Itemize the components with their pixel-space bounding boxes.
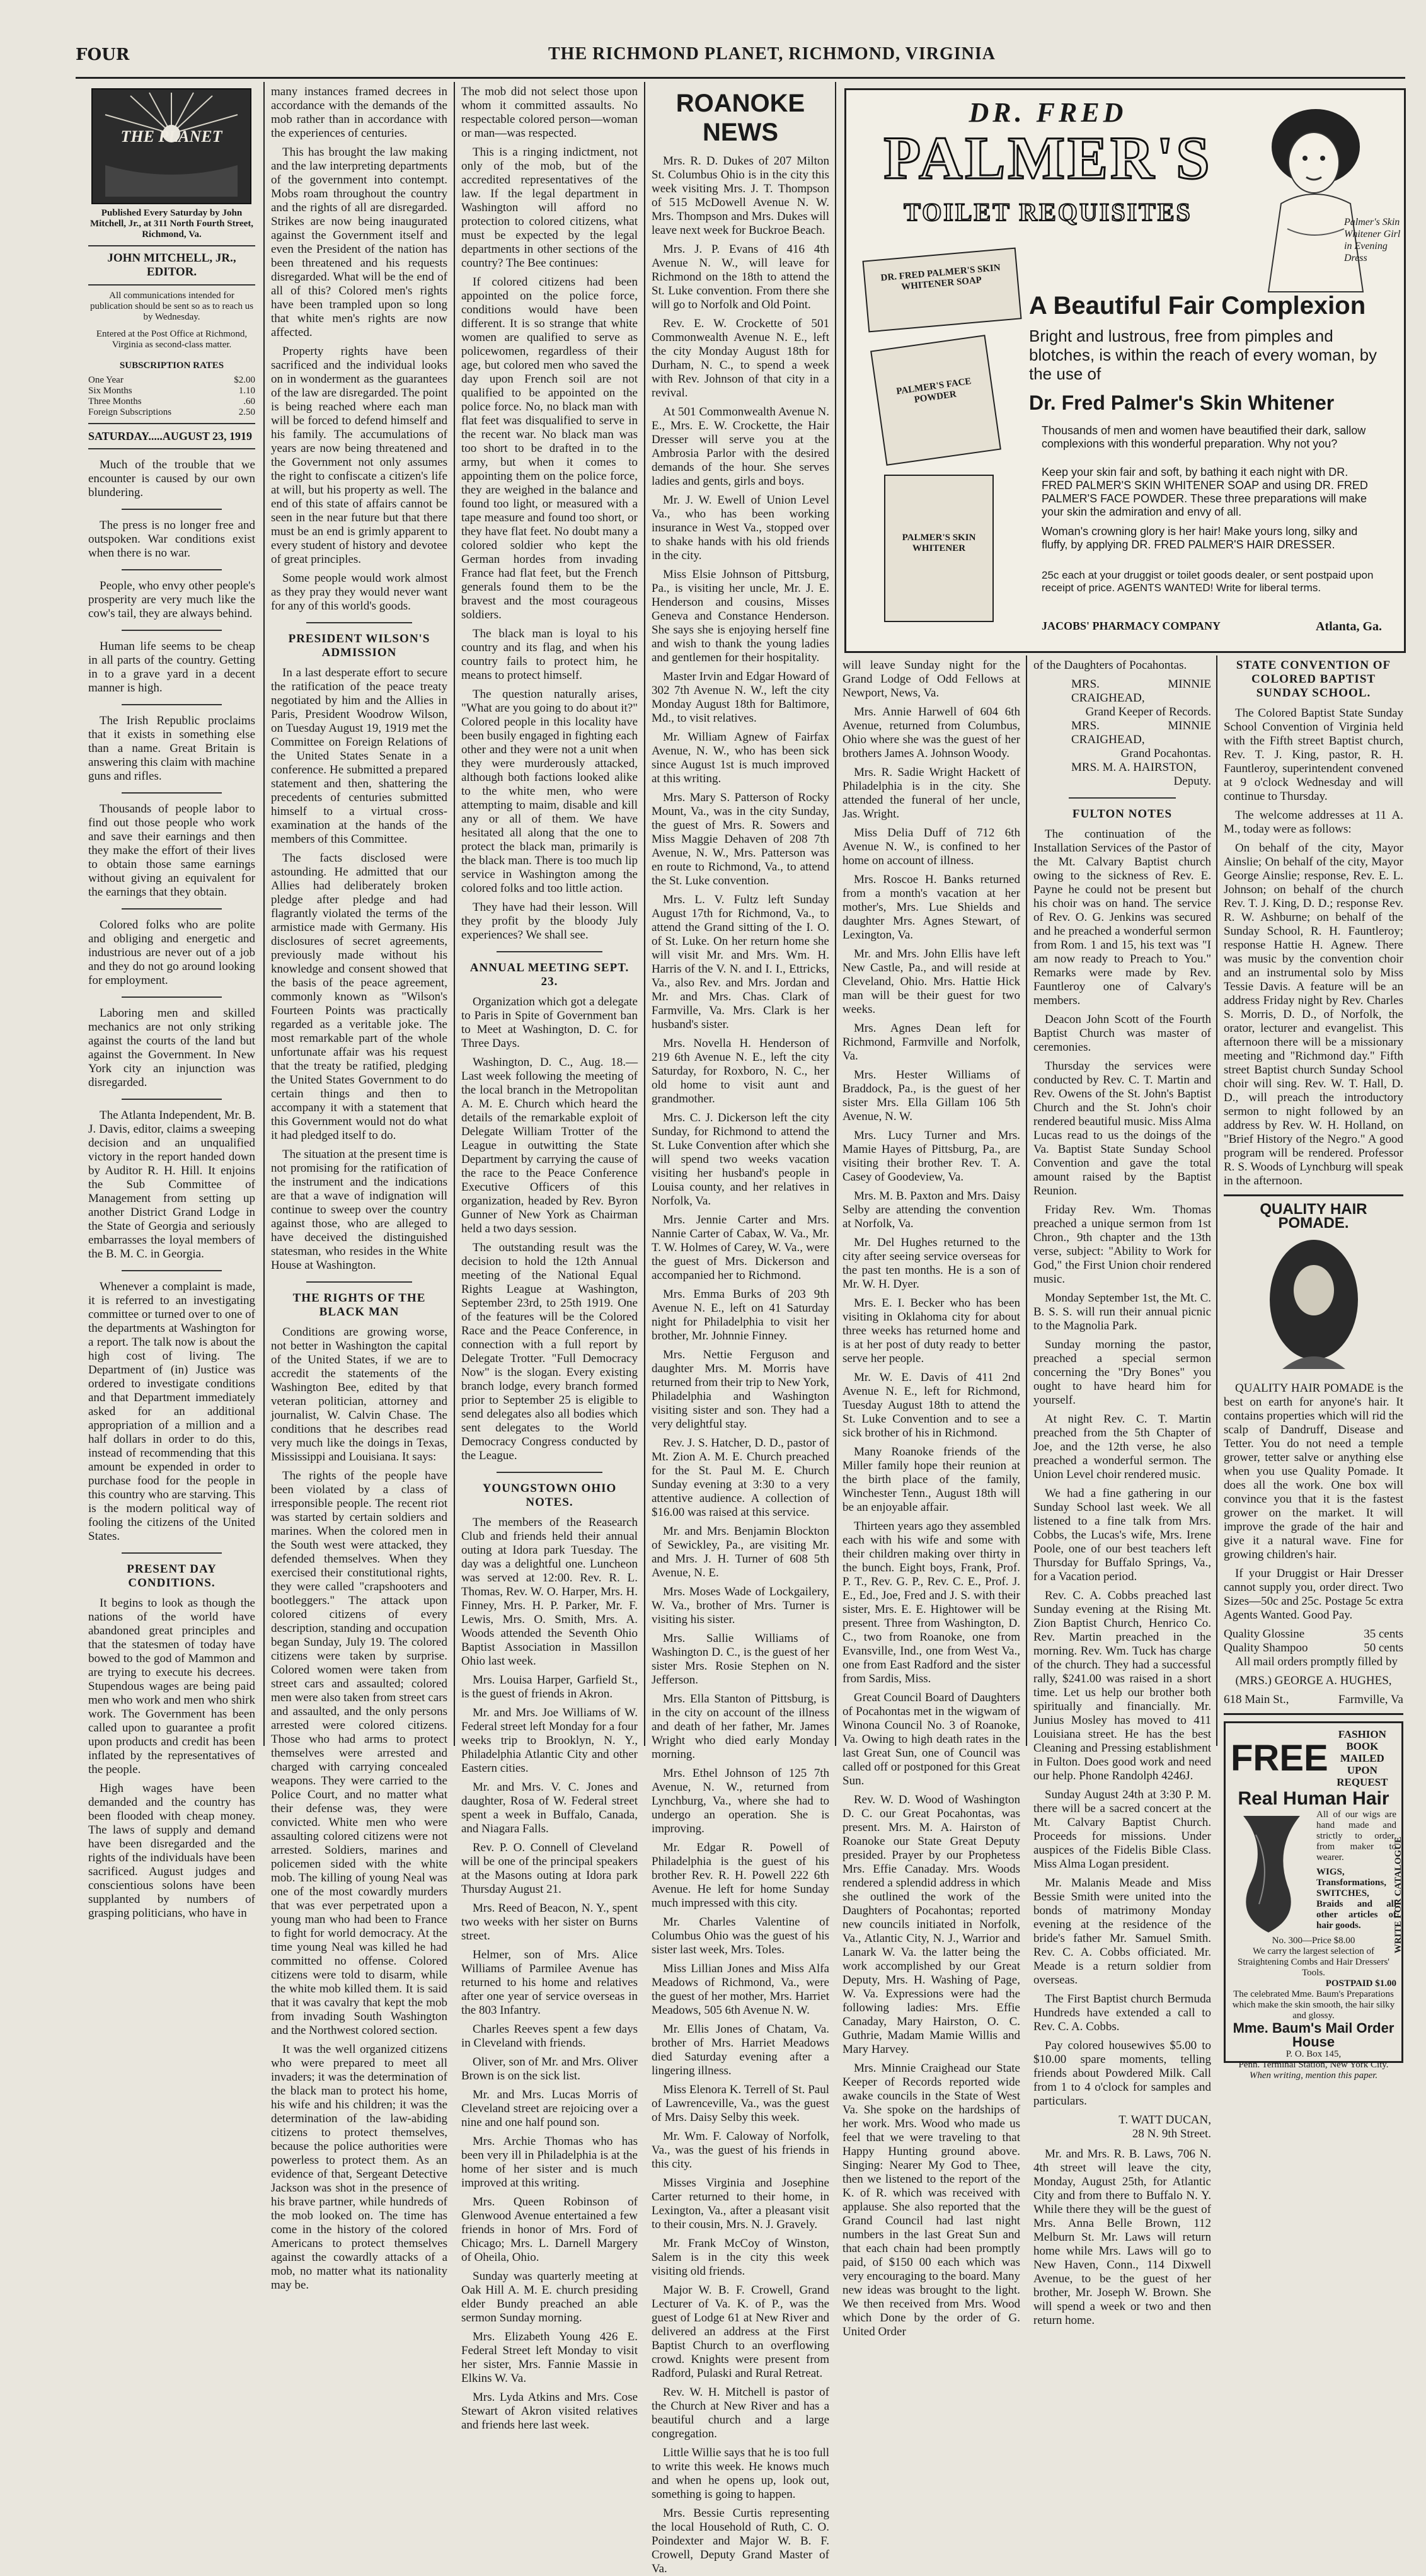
news-item: Major W. B. F. Crowell, Grand Lecturer of Va. K. of P., was the guest of Lodge 61 at New River and delivered an address at the First Baptist Church to an overflowing crowd. Knights were present from Radford, Pulaski and Rural Retreat.: [652, 2284, 829, 2380]
news-item: Mrs. Mary S. Patterson of Rocky Mount, Va., was in the city Sunday, the guest of Mrs. R. Sowers and Miss Maggie Dehaven of 208 7th Avenue, N. W., Mrs. Patterson was en route to Richmond, Va., to attend the St. Luke convention.: [652, 791, 829, 887]
header-rule: [76, 77, 1405, 79]
editorial-paragraph: The press is no longer free and outspoken. War conditions exist when there is no war.: [88, 519, 255, 560]
free-line: FASHION BOOK: [1338, 1728, 1386, 1752]
signer-name: MRS. MINNIE CRAIGHEAD,: [1071, 678, 1211, 705]
palmer-headline: A Beautiful Fair Complexion: [1029, 292, 1366, 320]
news-item: Thirteen years ago they assembled each with his wife and some with their children making over thirty in the bunch. Eight boys, Frank, Prof. P. T., Rev. G. P., Rev. C. E., Prof. J. E., Ed., Joe, Fred and J. S. with their sister, Mrs. E. E. Hightower will be present. Three from Washington, D. C., two from Roanoke, one from Evansville, Ind., one from West Va., one from East Radford and the sister from Sardis, Miss.: [842, 1520, 1020, 1685]
article-paragraph: Mrs. Elizabeth Young 426 E. Federal Street left Monday to visit her sister, Mrs. Fannie Massie in Elkins W. Va.: [461, 2330, 638, 2385]
pomade-advertisement: [1224, 1203, 1403, 1707]
section-title: YOUNGSTOWN OHIO NOTES.: [482, 1482, 617, 1509]
pomade-mail: All mail orders promptly filled by: [1235, 1655, 1398, 1668]
news-item: The welcome addresses at 11 A. M., today were as follows:: [1224, 809, 1403, 836]
article-paragraph: Mrs. Louisa Harper, Garfield St., is the guest of friends in Akron.: [461, 1673, 638, 1701]
article-paragraph: The rights of the people have been violated by a class of irresponsible people. The recent riot was started by certain soldiers and marines. When the colored men in the South west were attacked, they defended themselves. When they exercised their constitutional rights, they were called "crapshooters and bootleggers." The attack upon colored citizens of every description, standing and occupation began Sunday, July 19. The colored citizens were taken by surprise. Colored women were taken from street cars and assaulted; colored men were also taken from street cars and assaulted, and the only persons arrested were colored citizens. Those who had arms to protect themselves were arrested and charged with carrying concealed weapons. They were carried to the Police Court, and no matter what their defense was, they were convicted. White men who were assaulting colored citizens were not arrested. Soldiers, marines and policemen sided with the white mob. The killing of young Neal was one of the most cowardly murders that was ever perpetrated upon a young man who had been to France to fight for world democracy. At the time young Neal was killed he had committed no offense. Colored citizens were told to disarm, while the white mob killed them. It is said that it was cavalry that kept the mob from invading South Washington and the Northwest colored section.: [271, 1469, 447, 2037]
postpaid-text: POSTPAID $1.00: [1325, 1978, 1396, 1989]
price-item: Quality Shampoo: [1224, 1641, 1308, 1655]
news-item: Mrs. Lucy Turner and Mrs. Mamie Hayes of Pittsburg, Pa., are visiting their brother Rev. T. A. Casey of Goodeview, Va.: [842, 1129, 1020, 1184]
news-item: Great Council Board of Daughters of Pocahontas met in the wigwam of Winona Council No. 3 of Roanoke, Va. Owing to high death rates in the last Great Sun, one of Council was called off or postponed for this Great Sun.: [842, 1691, 1020, 1788]
pomade-title: QUALITY HAIR POMADE.: [1260, 1201, 1367, 1232]
section-title: STATE CONVENTION OF COLORED BAPTIST SUNDAY SCHOOL.: [1236, 659, 1391, 700]
ducan-name: T. WATT DUCAN,: [1118, 2113, 1211, 2127]
news-item: Mr. Ellis Jones of Chatam, Va. brother of Mrs. Harriet Meadows died Saturday evening after a lingering illness.: [652, 2023, 829, 2077]
section-title: PRESIDENT WILSON'S ADMISSION: [288, 632, 430, 659]
entered-note: Entered at the Post Office at Richmond, Virginia as second-class matter.: [96, 329, 248, 350]
article-paragraph: Mrs. Archie Thomas who has been very ill in Philadelphia is at the home of her sister and is much improved at this writing.: [461, 2135, 638, 2190]
rate-row: [88, 375, 255, 386]
article-paragraph: This is a ringing indictment, not only of the mob, but of the accredited representatives of the law. If the legal department in Washington will afford no protection to colored citizens, what must be expected by the legal departments in other sections of the country? The Bee continues:: [461, 146, 638, 270]
column-rule: [835, 82, 836, 1746]
news-item: Rev. J. S. Hatcher, D. D., pastor of Mt. Zion A. M. E. Church preached for the St. Paul M. E. Church Sunday evening at 3:30 to a very attentive audience. A collection of $16.00 was raised at this service.: [652, 1436, 829, 1519]
catalogue-side-text: WRITE FOR CATALOGUE: [1393, 1837, 1403, 1954]
whitener-jar: [884, 475, 994, 622]
roanoke-news-title: ROANOKE NEWS: [676, 90, 805, 146]
palmer-lead: Bright and lustrous, free from pimples and blotches, is within the reach of every woman, by the use of: [1029, 326, 1377, 383]
separator: [122, 569, 222, 570]
palmer-body-2: Keep your skin fair and soft, by bathing it each night with DR. FRED PALMER'S SKIN WHITENER SOAP and using DR. FRED PALMER'S FACE POWDER. These three preparations will make your skin the admiration and envy of all.: [1042, 466, 1368, 518]
news-item: We had a fine gathering in our Sunday School last week. We all listened to a fine talk from Mrs. Cobbs, the Lucas's wife, Mrs. Irene Poole, one of our best teachers left Thursday for Buffalo Springs, Va., for a Vacation period.: [1033, 1487, 1211, 1583]
rate-term: Foreign Subscriptions: [88, 407, 172, 417]
signer-title: Deputy.: [1173, 775, 1211, 788]
column-3: [461, 85, 638, 2432]
article-paragraph: The outstanding result was the decision to hold the 12th Annual meeting of the National Equal Rights League at Washington, September 23rd, to 25th 1919. One of the features will be the Colored Race and the Peace Conference, in connection with a full report by Delegate Trotter. "Full Democracy Now" is the slogan. Every existing branch lodge, every branch formed prior to September 25 is eligible to send delegates also all bodies which sent delegates to the World Democracy Congress conducted by the League.: [461, 1241, 638, 1462]
editorial-paragraph: Colored folks who are polite and obliging and energetic and industrious are never out of a job and they do not go around looking for employment.: [88, 918, 255, 987]
woman-portrait-icon: [1263, 1237, 1364, 1375]
pomade-text-2: If your Druggist or Hair Dresser cannot supply you, order direct. Two Sizes—50c and 25c. Postage 5c extra Agents Wanted. Good Pay.: [1224, 1567, 1403, 1622]
price-item: Quality Glossine: [1224, 1627, 1305, 1641]
separator: [1069, 797, 1175, 799]
news-item: At 501 Commonwealth Avenue N. E., Mrs. E. W. Crockette, the Hair Dresser will serve you at the Ambrosia Parlor with the desired demands of the hour. She serves ladies and gents, girls and boys.: [652, 405, 829, 488]
price-value: 35 cents: [1364, 1627, 1403, 1641]
news-item: Mrs. Jennie Carter and Mrs. Nannie Carter of Cabax, W. Va., Mr. T. W. Holmes of Carey, W. Va., were the guest of Mrs. Dickerson and accompanied her to Richmond.: [652, 1213, 829, 1282]
news-item: Mrs. Novella H. Henderson of 219 6th Avenue N. E., left the city Saturday, for Roxboro, N. C., her old home to visit aunt and grandmother.: [652, 1037, 829, 1106]
price-row: [1224, 1627, 1403, 1641]
news-item: Miss Lillian Jones and Miss Alfa Meadows of Richmond, Va., were the guest of her mother, Mrs. Harriet Meadows, 505 6th Avenue N. W.: [652, 1962, 829, 2017]
news-item: Little Willie says that he is too full to write this week. He knows much and when he opens up, look out, something is going to happen.: [652, 2446, 829, 2501]
news-item: will leave Sunday night for the Grand Lodge of Odd Fellows at Newport, News, Va.: [842, 659, 1020, 700]
divider: [88, 448, 255, 449]
article-paragraph: The members of the Reasearch Club and friends held their annual outing at Idora park Tuesday. The day was a delightful one. Luncheon was served at 12:00. Rev. R. L. Thomas, Rev. W. O. Harper, Mrs. H. Finney, Mrs. H. P. Parker, Mr. F. Lewis, Mrs. O. Smith, Mrs. A. Woods attended the Seventh Ohio Baptist Association in Massillon Ohio last week.: [461, 1516, 638, 1668]
news-item: Mrs. E. I. Becker who has been visiting in Oklahoma city for about three weeks has returned home and is at her post of duty ready to better serve her people.: [842, 1297, 1020, 1365]
planet-emblem-icon: [93, 90, 250, 203]
rate-term: Three Months: [88, 396, 142, 407]
column-rule: [1026, 656, 1027, 1746]
planet-logo: [91, 88, 251, 204]
rate-term: Six Months: [88, 386, 132, 396]
news-item: Mrs. R. Sadie Wright Hackett of Philadelphia is in the city. She attended the funeral of her uncle, Jas. Wright.: [842, 766, 1020, 821]
article-paragraph: Charles Reeves spent a few days in Cleveland with friends.: [461, 2023, 638, 2050]
news-item: Mrs. Moses Wade of Lockgailery, W. Va., brother of Mrs. Turner is visiting his sister.: [652, 1585, 829, 1626]
palmer-brand-top: DR. FRED: [969, 97, 1127, 128]
powder-box-label: PALMER'S FACE POWDER: [895, 376, 972, 405]
news-item: Mrs. Hester Williams of Braddock, Pa., is the guest of her sister Mrs. Ella Gillam 106 5th Avenue, N. W.: [842, 1068, 1020, 1123]
article-paragraph: In a last desperate effort to secure the ratification of the peace treaty negotiated by him and the Allies in Paris, President Woodrow Wilson, on Tuesday August 19, 1919 met the Committee on Foreign Relations of the United States Senate in a conference. He submitted a prepared statement and then, shattering the precedents of centuries submitted himself to a virtual cross-examination at the hands of the members of this Committee.: [271, 666, 447, 846]
news-item: Miss Elenora K. Terrell of St. Paul of Lawrenceville, Va., was the guest of Mrs. Daisy Selby this week.: [652, 2083, 829, 2124]
article-paragraph: Washington, D. C., Aug. 18.—Last week following the meeting of the local branch in the Metropolitan A. M. E. Church which heard the details of the remarkable exploit of Delegate William Trotter of the League in outwitting the State Department by carrying the cause of the race to the Peace Conference Executive Officers of this organization, headed by Rev. Byron Gunner of New York as Chairman held a two days session.: [461, 1056, 638, 1235]
whitener-jar-label: PALMER'S SKIN WHITENER: [902, 533, 976, 553]
separator: [497, 951, 602, 952]
divider: [1224, 1194, 1403, 1196]
palmer-company: JACOBS' PHARMACY COMPANY: [1042, 620, 1221, 632]
news-item: Mrs. Sallie Williams of Washington D. C., is the guest of her sister Mrs. Rosie Stephen on N. Jefferson.: [652, 1632, 829, 1687]
article-paragraph: The black man is loyal to his country and its flag, and when his country fails to protect him, he means to protect himself.: [461, 627, 638, 682]
free-line: UPON REQUEST: [1337, 1764, 1388, 1788]
rate-row: [88, 386, 255, 396]
article-paragraph: Property rights have been sacrificed and the individual looks on in wonderment as the guarantees of the law are disregarded. The point is being reached where each man will be forced to defend himself and his family. The accumulations of years are now being threatened and the Government not only assumes the right to confiscate a citizen's life at will, but his property as well. The end of this state of affairs cannot be seen in the near future but that there must be an end is grimly apparent to every student of history and devotee of great principles.: [271, 345, 447, 566]
news-item: Mr. Malanis Meade and Miss Bessie Smith were united into the bonds of matrimony Monday evening at the residence of the bride's father Mr. Samuel Smith. Rev. C. A. Cobbs officiated. Mr. Meade is a return soldier from overseas.: [1033, 1876, 1211, 1987]
news-item: Many Roanoke friends of the Miller family hope their reunion at the birth place of the family, Winchester Tenn., August 18th will be an enjoyable affair.: [842, 1445, 1020, 1514]
column-rule: [454, 82, 455, 1746]
news-item: Mr. William Agnew of Fairfax Avenue, N. W., who has been sick since August 1st is much improved at this writing.: [652, 731, 829, 785]
article-paragraph: They have had their lesson. Will they profit by the bloody July experiences? We shall see.: [461, 901, 638, 942]
news-item: Mr. and Mrs. R. B. Laws, 706 N. 4th street will leave the city, Monday, August 25th, for Atlantic City and from there to Buffalo N. Y. While there they will be the guest of Mrs. Anna Belle Brown, 112 Melburn St. Mr. Laws will return home while Mrs. Laws will go to New Haven, Conn., 114 Dixwell Avenue, to be the guest of her brother, Mr. Joseph W. Brown. She will spend a week or two and then return home.: [1033, 2147, 1211, 2327]
article-paragraph: Some people would work almost as they pray they would never want for any of this world's goods.: [271, 572, 447, 613]
separator: [122, 996, 222, 998]
rate-price: 2.50: [238, 407, 255, 417]
divider: [88, 423, 255, 424]
wigs-text: WIGS, Transformations, SWITCHES, Braids and all other articles of hair goods.: [1316, 1867, 1396, 1931]
news-item: Deacon John Scott of the Fourth Baptist Church was master of ceremonies.: [1033, 1013, 1211, 1054]
news-item: On behalf of the city, Mayor Ainslie; On behalf of the city, Mayor George Ainslie; response, Rev. E. L. Johnson; on behalf of the church Rev. T. J. King, D. D.; response Rev. R. W. Ashburne; on behalf of the Sunday School, R. H. Fauntleroy; response Hattie H. Agnew. There was music by the convention choir and an instrumental solo by Miss Tessie Davis. A feature will be an address Friday night by Rev. Charles S. Morris, D. D., of Norfolk, the orator, lecturer and evangelist. This afternoon there will be a missionary meeting and "Richmond day." Fifth street Baptist church Sunday School choir will sing. Rev. W. T. Hall, D. D., will preach the introductory sermon to night followed by an address by Rev. W. H. Holland, on "Brief History of the Negro." A good program will be rendered. Professor R. S. Woods of Lynchburg will speak in the afternoon.: [1224, 841, 1403, 1187]
separator: [497, 1472, 602, 1473]
price-value: 50 cents: [1364, 1641, 1403, 1655]
news-item: Mr. Del Hughes returned to the city after seeing service overseas for the past ten months. He is a son of Mr. W. H. Dyer.: [842, 1236, 1020, 1291]
signer-title: Grand Pocahontas.: [1120, 747, 1211, 760]
separator: [122, 1270, 222, 1271]
separator: [122, 908, 222, 910]
separator: [306, 1281, 412, 1283]
news-item: Sunday August 24th at 3:30 P. M. there will be a sacred concert at the Mt. Calvary Baptist Church. Proceeds for missions. Under auspices of the Fidelis Bible Class. Miss Alma Logan president.: [1033, 1788, 1211, 1871]
free-line: MAILED: [1340, 1752, 1384, 1764]
palmer-body-4: 25c each at your druggist or toilet goods dealer, or sent postpaid upon receipt of price. AGENTS WANTED! Write for liberal terms.: [1042, 569, 1374, 594]
news-item: Mr. Wm. F. Caloway of Norfolk, Va., was the guest of his friends in this city.: [652, 2130, 829, 2171]
news-item: Mrs. L. V. Fultz left Sunday August 17th for Richmond, Va., to attend the Grand sitting of the I. O. of St. Luke. On her return home she will visit Mr. and Mrs. Wm. H. Harris of the V. N. and I. I., Ettricks, Va., also Rev. and Mrs. Jordan and Mr. and Mrs. Chas. Clark of Farmville, Va. Mrs. Clark is her husband's sister.: [652, 893, 829, 1031]
news-item: Mrs. Agnes Dean left for Richmond, Farmville and Norfolk, Va.: [842, 1022, 1020, 1063]
separator: [122, 704, 222, 705]
news-item: Master Irvin and Edgar Howard of 302 7th Avenue N. W., left the city Monday August 18th for Baltimore, Md., to visit relatives.: [652, 670, 829, 725]
article-paragraph: If colored citizens had been appointed on the police force, conditions would have been different. It is so strange that white women are qualified to serve as policewomen, regardless of their age, but colored men who saved the day upon French soil are not qualified to be appointed on the police force. No, no black man with flat feet was disqualified to serve in the recent war. No black man was too short to be drafted in to the army, but when it comes to appointing them on the police force, they are weighed in the balance and found too light, or measured with a tape measure and found too short, or they have flat feet. No doubt many a colored soldier who kept the German hordes from invading France had flat feet, but the French generals found them to be the bravest and the most courageous soldiers.: [461, 275, 638, 621]
article-paragraph: The mob did not select those upon whom it committed assaults. No respectable colored person—woman or man—was respected.: [461, 85, 638, 140]
column-2: [271, 85, 447, 2292]
pomade-address-row: [1224, 1693, 1403, 1707]
column-4: [652, 85, 829, 2575]
baum-address: Penn. Terminal Station, New York City.: [1238, 2060, 1389, 2070]
price-number: No. 300—Price $8.00: [1272, 1936, 1355, 1946]
news-item: Mr. and Mrs. John Ellis have left New Castle, Pa., and will reside at Cleveland, Ohio. Mrs. Hattie Hick man will be their guest for two weeks.: [842, 947, 1020, 1016]
baum-mention: When writing, mention this paper.: [1249, 2071, 1378, 2081]
price-row: [1224, 1641, 1403, 1655]
palmer-product: Dr. Fred Palmer's Skin Whitener: [1029, 391, 1335, 414]
news-item: Mrs. J. P. Evans of 416 4th Avenue N. W., will leave for Richmond on the 18th to attend the St. Luke convention. From there she will go to Norfolk and Old Point.: [652, 243, 829, 311]
column-1: [88, 208, 255, 1920]
news-item: Rev. E. W. Crockette of 501 Commonwealth Avenue N. E., left the city Monday August 18th for Durham, N. C., to spend a week with Rev. Johnson of that city in a revival.: [652, 317, 829, 400]
editorial-paragraph: People, who envy other people's prosperity are very much like the cow's tail, they are always behind.: [88, 579, 255, 620]
news-item: of the Daughters of Pocahontas.: [1033, 659, 1187, 672]
soap-box-label: DR. FRED PALMER'S SKIN WHITENER SOAP: [880, 262, 1001, 292]
article-paragraph: This has brought the law making and the law interpreting departments of the government into contempt. Mobs roam throughout the country and the rights of all are disregarded. Strikes are now being inaugurated against the Government itself and even the President of the nation has been threatened and his requests disregarded. What will be the end of all of this? Colored men's rights have been trampled upon so long that white men's rights are now affected.: [271, 146, 447, 339]
article-paragraph: Rev. P. O. Connell of Cleveland will be one of the principal speakers at the Masons outing at Idora park Thursday August 21.: [461, 1841, 638, 1896]
news-item: Mrs. C. J. Dickerson left the city Sunday, for Richmond to attend the St. Luke Convention after which she will spend two weeks vacation visiting her husband's people in Louisa county, and her relatives in Norfolk, Va.: [652, 1111, 829, 1208]
news-item: The Colored Baptist State Sunday School Convention of Virginia held with the Fifth street Baptist church, Rev. T. J. King, pastor, R. H. Fauntleroy, superintendent convened at 9 o'clock Wednesday and will continue to Thursday.: [1224, 707, 1403, 803]
rate-row: [88, 396, 255, 407]
pomade-text: QUALITY HAIR POMADE is the best on earth for anyone's hair. It contains properties which will rid the scalp of Dandruff, Disease and Tetter. You do not need a temple grower, tetter salve or anything else when you use Quality Pomade. It does all the work. One box will convince you that it is the fastest grower on the market. It will improve the grade of the hair and give it a natural wave. Fine for growing children's hair.: [1224, 1382, 1403, 1561]
column-5: [842, 659, 1020, 2338]
article-paragraph: The facts disclosed were astounding. He admitted that our Allies had deliberately broken pledge after pledge and had flagrantly violated the terms of the armistice made with Germany. His disclosures of secret agreements, previously made without his knowledge and consent showed that the basis of the peace agreement, commonly known as "Wilson's Fourteen Points was practically regarded as a veritable joke. The most remarkable part of the whole unfortunate affair was his request that the treaty be ratified, pledging the United States Government to do certain things and then to accompany it with a statement that this Government would not do what it had pledged itself to do.: [271, 852, 447, 1142]
section-title: FULTON NOTES: [1072, 807, 1173, 821]
free-label: FREE: [1231, 1737, 1328, 1779]
news-item: At night Rev. C. T. Martin preached from the 5th Chapter of Joe, and the 12th verse, he also preached a wonderful sermon. The Union Level choir rendered music.: [1033, 1412, 1211, 1481]
news-item: Mrs. Bessie Curtis representing the local Household of Ruth, C. O. Poindexter and Major W. B. F. Crowell, Deputy Grand Master of Va.: [652, 2507, 829, 2575]
news-item: Mrs. Minnie Craighead our State Keeper of Records reported wide awake councils in the State of West Va. She spoke on the hardships of her work. Mrs. Wood who made us feel that we were traveling to that Happy Hunting ground above. Singing: Nearer My God to Thee, then we listened to the report of the K. of R. which was received with applause. She also reported that the Grand Council had last night numbers in the last Great Sun and that each chain had been promptly paid, of $150 00 each which was very encouraging to the board. Many new ideas was brought to the light. We then received from Mrs. Wood which Done by the order of G. United Order: [842, 2062, 1020, 2338]
news-item: Miss Delia Duff of 712 6th Avenue N. W., is confined to her home on account of illness.: [842, 826, 1020, 867]
article-paragraph: Organization which got a delegate to Paris in Spite of Government ban to Meet at Washington, D. C. for Three Days.: [461, 995, 638, 1050]
combs-text: We carry the largest selection of Straightening Combs and Hair Dressers' Tools.: [1238, 1946, 1389, 1978]
separator: [122, 630, 222, 631]
palmer-city: Atlanta, Ga.: [1316, 620, 1382, 633]
news-item: Miss Elsie Johnson of Pittsburg, Pa., is visiting her uncle, Mr. J. E. Henderson and cousins, Misses Geneva and Constance Henderson. She says she is enjoying herself fine and wish to thank the young ladies and gentlemen for their hospitality.: [652, 568, 829, 664]
free-row: [1231, 1728, 1396, 1788]
news-item: Rev. W. H. Mitchell is pastor of the Church at New River and has a beautiful church and a large congregation.: [652, 2386, 829, 2440]
column-7: [1224, 659, 1403, 2081]
news-item: Thursday the services were conducted by Rev. C. T. Martin and Rev. Owens of the St. John's Baptist Church and the St. John's choir rendered beautiful music. Miss Alma Lucas read to us the doings of the Va. Baptist State Sunday School Convention and gave the total amount raised by the Baptist Reunion.: [1033, 1060, 1211, 1198]
editorial-paragraph: Laboring men and skilled mechanics are not only striking against the courts of the land but against the Government. In New York city an injunction was disregarded.: [88, 1007, 255, 1089]
article-paragraph: It was the well organized citizens who were prepared to meet all invaders; it was the determination of the black man to protect his home, his wife and his children; it was the determination of the law-abiding citizens to protect themselves, because the police authorities were powerless to protect them. As an evidence of that, Sergeant Detective Jackson was shot in the presence of his brave partner, while hundreds of the mob looked on. The time has come in the history of the colored Americans to protect themselves against the cowardly attacks of a mob, no matter what its nationality may be.: [271, 2043, 447, 2292]
news-item: Mrs. R. D. Dukes of 207 Milton St. Columbus Ohio is in the city this week visiting Mrs. J. T. Thompson of 515 McDowell Avenue N. W. Mrs. Thompson and Mrs. Dukes will leave next week for Buckroe Beach.: [652, 154, 829, 237]
lady-caption: Palmer's Skin Whitener Girl in Evening Dress: [1344, 217, 1401, 263]
news-item: Mr. J. W. Ewell of Union Level Va., who has been working insurance in West Va., stopped over to shake hands with his old friends in the city.: [652, 494, 829, 562]
article-paragraph: Mr. and Mrs. V. C. Jones and daughter, Rosa of W. Federal street spent a week in Buffalo, Canada, and Niagara Falls.: [461, 1781, 638, 1835]
news-item: Mrs. M. B. Paxton and Mrs. Daisy Selby are attending the convention at Norfolk, Va.: [842, 1189, 1020, 1230]
news-item: Mrs. Roscoe H. Banks returned from a month's vacation at her mother's, Mrs. Lue Shields and daughter Mrs. Agnes Stewart, of Lexington, Va.: [842, 873, 1020, 942]
palmer-body-3: Woman's crowning glory is her hair! Make yours long, silky and fluffy, by applying DR. FRED PALMER'S HAIR DRESSER.: [1042, 525, 1358, 551]
separator: [306, 622, 412, 623]
news-item: The continuation of the Installation Services of the Pastor of the Mt. Calvary Baptist church owing to the sickness of Rev. E. Payne he could not be present but his choir was on hand. The service of Rev. O. G. Jenkins was secured and he preached a wonderful sermon from Rom. 1 and 15, his text was "I am now ready to Preach to You." Remarks were made by Rev. Fauntleroy one of Calvary's members.: [1033, 828, 1211, 1007]
editorial-paragraph: Whenever a complaint is made, it is referred to an investigating committee or turned over to one of the departments at Washington for a report. The talk now is about the high cost of living. The Department of (in) Justice was ordered to investigate conditions and that Department immediately asked for an additional appropriation of a million and a half dollars in order to do this, instead of recommending that this amount be expended in order to purchase food for the people in this country who are starving. This is the modern political way of fooling the citizens of the United States.: [88, 1280, 255, 1543]
news-item: Friday Rev. Wm. Thomas preached a unique sermon from 1st Chron., 9th chapter and the 13th verse, subject: "Ability to Work for God," the First Union choir rendered music.: [1033, 1203, 1211, 1286]
masthead: THE RICHMOND PLANET, RICHMOND, VIRGINIA: [548, 44, 996, 64]
palmer-sub: TOILET REQUISITES: [904, 198, 1192, 226]
signer-name: MRS. M. A. HAIRSTON,: [1071, 761, 1197, 774]
palmer-advertisement: [844, 88, 1406, 653]
article-paragraph: Mr. and Mrs. Joe Williams of W. Federal street left Monday for a four weeks trip to Brooklyn, N. Y., Philadelphia Atlantic City and other Eastern cities.: [461, 1706, 638, 1775]
news-item: Mr. W. E. Davis of 411 2nd Avenue N. E., left for Richmond, Tuesday August 18th to attend the St. Luke Convention and to see a sick brother of his in Richmond.: [842, 1371, 1020, 1440]
news-item: Rev. W. D. Wood of Washington D. C. our Great Pocahontas, was present. Mrs. M. A. Hairston of Roanoke our State Great Deputy presided. Prayer by our Prophetess Mrs. Effie Canaday. Mrs. Woods rendered a splendid address in which she outlined the work of the Daughters of Pocahontas; reported new councils initiated in Norfolk, Va., Atlantic City, N. J., Warrior and Lanark W. Va. the latter being the work accomplished by our Great Deputy, Mrs. H. Washing of Page, W. Va. Expressions were had the following ladies: Mrs. Effie Canaday, Mary Hairston, O. C. Guthrie, Madam Mamie Willis and Mary Harvey.: [842, 1793, 1020, 2056]
editor-line: JOHN MITCHELL, JR., EDITOR.: [107, 251, 236, 279]
article-paragraph: It begins to look as though the nations of the world have abandoned great principles and that the statesmen of today have bowed to the god of Mammon and are trying to execute his decrees. Stupendous wages are being paid men who work and men who shirk work. The Government has been called upon to guarantee a profit upon products and credit has been inflated by the representatives of the people.: [88, 1597, 255, 1776]
article-paragraph: The question naturally arises, "What are you going to do about it?" Colored people in this locality have been busily engaged in fighting each other and they were not a unit when they were murderously attacked, although both factions looked alike to the white men, who were attempting to maim, disable and kill any or all of them. We have hesitated all along that the one to protect the black man, primarily is the black man. There is too much lip service in Washington among the colored folks and too little action.: [461, 688, 638, 895]
publisher-note: Published Every Saturday by John Mitchell, Jr., at 311 North Fourth Street, Richmond, Va.: [89, 208, 254, 240]
editorial-paragraph: Much of the trouble that we encounter is caused by our own blundering.: [88, 458, 255, 499]
news-item: Pay colored housewives $5.00 to $10.00 spare moments, telling friends about Powdered Milk. Call from 1 to 4 o'clock for samples and particulars.: [1033, 2039, 1211, 2108]
news-item: Misses Virginia and Josephine Carter returned to their home, in Lexington, Va., after a pleasant visit to their cousin, Mrs. N. J. Gravely.: [652, 2176, 829, 2231]
soap-box: [862, 248, 1021, 333]
separator: [122, 509, 222, 510]
column-rule: [263, 82, 265, 1746]
article-paragraph: High wages have been demanded and the country has been flooded with cheap money. The laws of supply and demand have been disregarded and the rights of the individuals have been sacrificed. August judges and conscientious solons have been supplanted by numbers of grasping politicians, who have in: [88, 1782, 255, 1920]
separator: [122, 1099, 222, 1100]
baum-house: Mme. Baum's Mail Order House: [1233, 2020, 1394, 2050]
divider: [88, 284, 255, 286]
dateline: SATURDAY.....AUGUST 23, 1919: [88, 430, 253, 442]
signers: [1033, 678, 1211, 788]
section-title: THE RIGHTS OF THE BLACK MAN: [292, 1291, 426, 1319]
page-header: [76, 38, 1399, 76]
article-paragraph: Conditions are growing worse, not better in Washington the capital of the United States, if we are to accredit the statements of the Washington Bee, edited by that veteran politician, attorney and journalist, W. Calvin Chase. The conditions that he describes read very much like the doings in Texas, Mississippi and Louisiana. It says:: [271, 1326, 447, 1464]
pomade-city: Farmville, Va: [1338, 1693, 1403, 1706]
rate-price: 1.10: [238, 386, 255, 396]
powder-box: [870, 335, 1001, 466]
article-paragraph: The situation at the present time is not promising for the ratification of the instrument and the indications are that a wave of indignation will continue to sweep over the country against those, who are alleged to have deceived the distinguished statesman, who resides in the White House at Washington.: [271, 1148, 447, 1272]
ducan-address: 28 N. 9th Street.: [1132, 2127, 1211, 2140]
article-paragraph: Sunday was quarterly meeting at Oak Hill A. M. E. church presiding elder Bundy preached an able sermon Sunday morning.: [461, 2270, 638, 2325]
rate-price: .60: [243, 396, 255, 407]
article-paragraph: Oliver, son of Mr. and Mrs. Oliver Brown is on the sick list.: [461, 2055, 638, 2082]
logo-text: THE PLANET: [120, 127, 222, 146]
baum-advertisement: [1224, 1721, 1403, 2081]
editorial-paragraph: Thousands of people labor to find out those people who work and save their earnings and then they make the effort of their lives to obtain those same earnings without giving an equivalent for the earnings that they obtain.: [88, 802, 255, 899]
news-item: Mrs. Nettie Ferguson and daughter Mrs. M. Morris have returned from their trip to New York, Philadelphia and Washington visiting sister and son. They had a very delightful stay.: [652, 1348, 829, 1431]
divider: [1224, 1713, 1403, 1715]
news-item: Mrs. Emma Burks of 203 9th Avenue N. E., left on 41 Saturday night for Philadelphia to visit her brother, Mr. Johnnie Finney.: [652, 1288, 829, 1343]
editorial-paragraph: The Irish Republic proclaims that it exists in something else than a name. Great Britain is answering this claim with machine guns and rifles.: [88, 714, 255, 783]
rate-term: One Year: [88, 375, 124, 385]
divider: [88, 245, 255, 246]
news-item: Mr. Frank McCoy of Winston, Salem is in the city this week visiting old friends.: [652, 2237, 829, 2278]
article-paragraph: many instances framed decrees in accordance with the demands of the mob rather than in accordance with the experiences of centuries.: [271, 85, 447, 140]
rate-row: [88, 407, 255, 418]
pomade-address: 618 Main St.,: [1224, 1693, 1289, 1706]
news-item: Mr. Edgar R. Powell of Philadelphia is the guest of his brother Rev. R. H. Powell 222 6th Avenue. He left for home Sunday much impressed with this city.: [652, 1841, 829, 1910]
article-paragraph: Mrs. Reed of Beacon, N. Y., spent two weeks with her sister on Burns street.: [461, 1902, 638, 1943]
baum-line: The celebrated Mme. Baum's Preparations which make the skin smooth, the hair silky and glossy.: [1232, 1989, 1395, 2021]
column-rule: [644, 82, 645, 1746]
signer-name: MRS. MINNIE CRAIGHEAD,: [1071, 719, 1211, 746]
news-item: Rev. C. A. Cobbs preached last Sunday evening at the Rising Mt. Zion Baptist Church, Henrico Co. Rev. Martin preached in the morning. Rev. Wm. Tuck has charge of the church. They had a successful rally, $241.00 was raised in a short time. Let us help our brother both spiritually and financially. Mr. Junius Mosley has moved to 411 Louisiana street. He has the best Cleaning and Pressing establishment in Fulton. Does good work and need our help. Phone Randolph 4246J.: [1033, 1589, 1211, 1782]
hair-title: Real Human Hair: [1238, 1788, 1389, 1809]
separator: [122, 792, 222, 794]
rates-title: SUBSCRIPTION RATES: [119, 361, 224, 371]
editorial-paragraph: The Atlanta Independent, Mr. B. J. Davis, editor, claims a sweeping decision and an unqualified victory in the report handed down by Auditor R. H. Hill. It enjoins the Sub Committee of Management from setting up another District Grand Lodge in the State of Georgia and seriously embarrasses the loyal members of the B. M. C. in Georgia.: [88, 1109, 255, 1261]
article-paragraph: Mr. and Mrs. Lucas Morris of Cleveland street are rejoicing over a nine and one half pound son.: [461, 2088, 638, 2129]
news-item: Monday September 1st, the Mt. C. B. S. S. will run their annual picnic to the Magnolia Park.: [1033, 1291, 1211, 1332]
editorial-paragraph: Human life seems to be cheap in all parts of the country. Getting in to a grave yard in a decent manner is high.: [88, 640, 255, 695]
column-rule: [1216, 656, 1217, 1746]
pomade-name: (MRS.) GEORGE A. HUGHES,: [1235, 1674, 1392, 1687]
signer-title: Grand Keeper of Records.: [1085, 705, 1211, 719]
news-item: Mr. and Mrs. Benjamin Blockton of Sewickley, Pa., are visiting Mr. and Mrs. J. H. Turner of 608 5th Avenue, N. E.: [652, 1525, 829, 1580]
article-paragraph: Mrs. Queen Robinson of Glenwood Avenue entertained a few friends in honor of Mrs. Ford of Chicago; Mrs. L. Darnell Margery of Oheila, Ohio.: [461, 2195, 638, 2264]
news-item: Mr. Charles Valentine of Columbus Ohio was the guest of his sister last week, Mrs. Toles.: [652, 1915, 829, 1956]
separator: [122, 1552, 222, 1554]
palmer-brand: PALMER'S: [883, 124, 1212, 192]
article-paragraph: Mrs. Lyda Atkins and Mrs. Cose Stewart of Akron visited relatives and friends here last week.: [461, 2391, 638, 2432]
communications-note: All communications intended for publication should be sent so as to reach us by Wednesday.: [89, 291, 254, 322]
section-title: ANNUAL MEETING SEPT. 23.: [469, 961, 630, 988]
hair-text: All of our wigs are hand made and strictly to order, from maker to wearer.: [1316, 1810, 1396, 1863]
article-paragraph: Helmer, son of Mrs. Alice Williams of Parmilee Avenue has returned to his home and relatives after one year of service overseas in the 803 Infantry.: [461, 1948, 638, 2017]
news-item: Mrs. Ella Stanton of Pittsburg, is in the city on account of the illness and death of her father, Mr. James Wright who died early Monday morning.: [652, 1692, 829, 1761]
section-title: PRESENT DAY CONDITIONS.: [127, 1562, 217, 1590]
news-item: Mrs. Ethel Johnson of 125 7th Avenue, N. W., returned from Lynchburg, Va., where she had to undergo an operation. She is improving.: [652, 1767, 829, 1835]
news-item: Sunday morning the pastor, preached a special sermon concerning the "Dry Bones" you ought to have heard him for yourself.: [1033, 1338, 1211, 1407]
news-item: The First Baptist church Bermuda Hundreds have extended a call to Rev. C. A. Cobbs.: [1033, 1992, 1211, 2033]
column-6: [1033, 659, 1211, 2327]
free-lines: [1328, 1728, 1396, 1788]
hair-switch-icon: [1231, 1810, 1313, 1936]
rate-price: $2.00: [234, 375, 255, 385]
news-item: Mrs. Annie Harwell of 604 6th Avenue, returned from Columbus, Ohio where she was the guest of her brothers James A. Johnson Woody.: [842, 705, 1020, 760]
page-number: FOUR: [76, 45, 130, 64]
baum-box: P. O. Box 145,: [1285, 2049, 1342, 2059]
rates-table: [88, 375, 255, 418]
palmer-body-1: Thousands of men and women have beautified their dark, sallow complexions with this wonderful preparation. Why not you?: [1042, 424, 1366, 450]
